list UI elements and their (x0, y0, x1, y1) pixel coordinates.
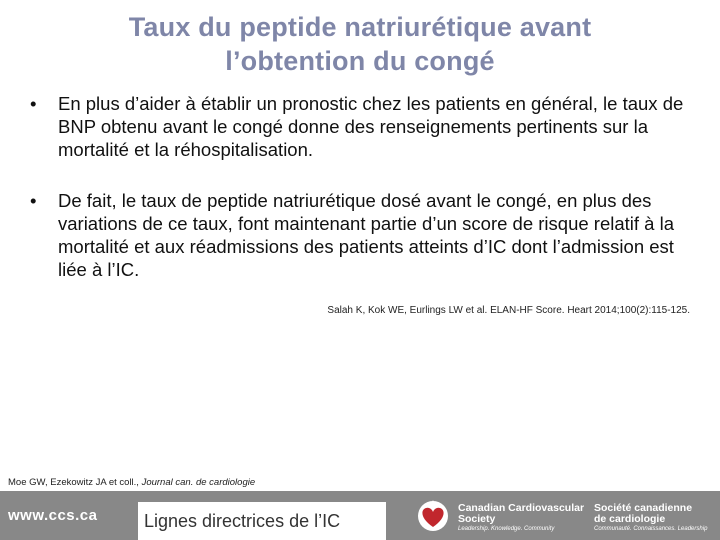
citation (8, 477, 255, 488)
org-fr-tagline: Communauté. Connaissances. Leadership (594, 526, 708, 532)
bullet-list (28, 92, 688, 281)
bullet-item-1 (28, 92, 688, 161)
bullet-text: De fait, le taux de peptide natriurétique dosé avant le congé, en plus des variations de ce taux, font maintenant partie d’un score de risque relatif à la mortalité et aux réadmissions des patients atteints d’IC dont l’admission est liée à l’IC. (58, 190, 674, 280)
footer-title-box (138, 502, 386, 540)
citation-prefix: Moe GW, Ezekowitz JA et coll., (8, 477, 142, 488)
bullet-item-2 (28, 189, 688, 281)
footer-title: Lignes directrices de l’IC (144, 511, 341, 531)
org-fr-line-1: Société canadienne (594, 502, 693, 514)
ccs-heart-logo-icon (416, 497, 450, 533)
org-en-line-2: Society (458, 513, 496, 525)
bullet-dot: • (30, 93, 37, 114)
org-name-english (458, 503, 584, 533)
slide-title-line-1: Taux du peptide natriurétique avant (128, 12, 592, 42)
citation-journal: Journal can. de cardiologie (141, 477, 256, 488)
org-en-line-1: Canadian Cardiovascular (458, 502, 585, 514)
org-fr-line-2: de cardiologie (594, 513, 666, 525)
slide-title (40, 10, 680, 78)
bullet-text: En plus d’aider à établir un pronostic chez les patients en général, le taux de BNP obtenu avant le congé donne des renseignements pertinents sur la mortalité et la réhospitalisation. (58, 93, 684, 160)
org-en-tagline: Leadership. Knowledge. Community (458, 526, 555, 532)
footer-url-link[interactable]: www.ccs.ca (8, 507, 98, 524)
footer-bar (0, 491, 720, 540)
reference-text: Salah K, Kok WE, Eurlings LW et al. ELAN-HF Score. Heart 2014;100(2):115-125. (327, 305, 690, 316)
bullet-dot: • (30, 190, 37, 211)
slide-title-line-2: l’obtention du congé (225, 46, 495, 76)
org-name-french (594, 503, 707, 533)
